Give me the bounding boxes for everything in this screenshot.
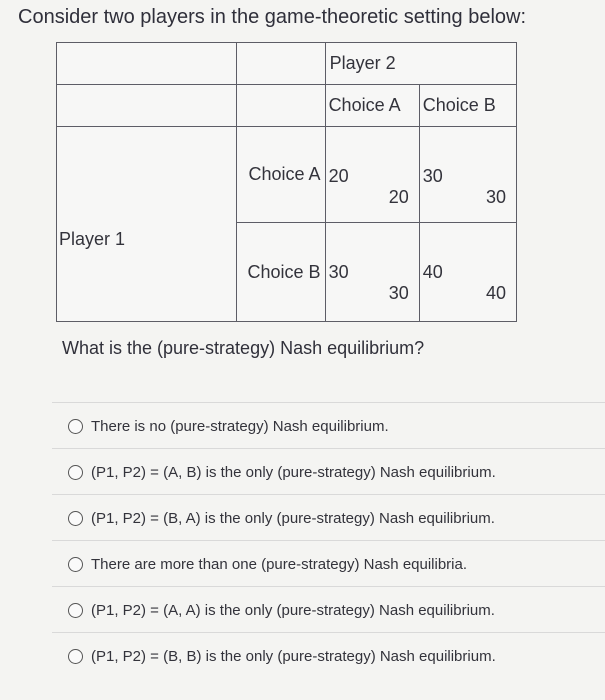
- option-label: (P1, P2) = (A, B) is the only (pure-strategy) Nash equilibrium.: [91, 463, 496, 481]
- radio-button[interactable]: [68, 511, 83, 526]
- row-choice-a: Choice A: [237, 127, 325, 223]
- radio-button[interactable]: [68, 465, 83, 480]
- empty-corner-cell: [57, 43, 237, 85]
- option-aa-only[interactable]: [52, 586, 605, 633]
- payoff-p1: 20: [325, 127, 419, 187]
- option-multiple-equilibria[interactable]: [52, 540, 605, 587]
- option-no-equilibrium[interactable]: [52, 402, 605, 449]
- radio-button[interactable]: [68, 557, 83, 572]
- option-bb-only[interactable]: [52, 632, 605, 679]
- payoff-p2: 30: [419, 187, 516, 223]
- option-label: (P1, P2) = (A, A) is the only (pure-strategy) Nash equilibrium.: [91, 601, 495, 619]
- option-ab-only[interactable]: [52, 448, 605, 495]
- payoff-p1: 30: [325, 223, 419, 283]
- radio-button[interactable]: [68, 603, 83, 618]
- empty-header-cell: [237, 43, 325, 85]
- option-label: (P1, P2) = (B, A) is the only (pure-strategy) Nash equilibrium.: [91, 509, 495, 527]
- question-text: What is the (pure-strategy) Nash equilibrium?: [62, 338, 425, 358]
- col-choice-a: Choice A: [325, 85, 419, 127]
- player2-label: Player 2: [325, 43, 516, 85]
- row-choice-b: Choice B: [237, 223, 325, 322]
- option-label: (P1, P2) = (B, B) is the only (pure-strategy) Nash equilibrium.: [91, 647, 496, 665]
- payoff-p2: 40: [419, 283, 516, 322]
- payoff-matrix: [56, 42, 517, 322]
- col-choice-b: Choice B: [419, 85, 516, 127]
- radio-button[interactable]: [68, 419, 83, 434]
- empty-corner-cell: [57, 85, 237, 127]
- option-ba-only[interactable]: [52, 494, 605, 541]
- payoff-p1: 40: [419, 223, 516, 283]
- payoff-p2: 30: [325, 283, 419, 322]
- player1-label: Player 1: [57, 127, 237, 322]
- intro-text: Consider two players in the game-theoretic setting below:: [18, 6, 527, 28]
- option-label: There are more than one (pure-strategy) Nash equilibria.: [91, 555, 468, 573]
- empty-header-cell: [237, 85, 325, 127]
- option-label: There is no (pure-strategy) Nash equilibrium.: [91, 417, 389, 435]
- payoff-p1: 30: [419, 127, 516, 187]
- radio-button[interactable]: [68, 649, 83, 664]
- payoff-p2: 20: [325, 187, 419, 223]
